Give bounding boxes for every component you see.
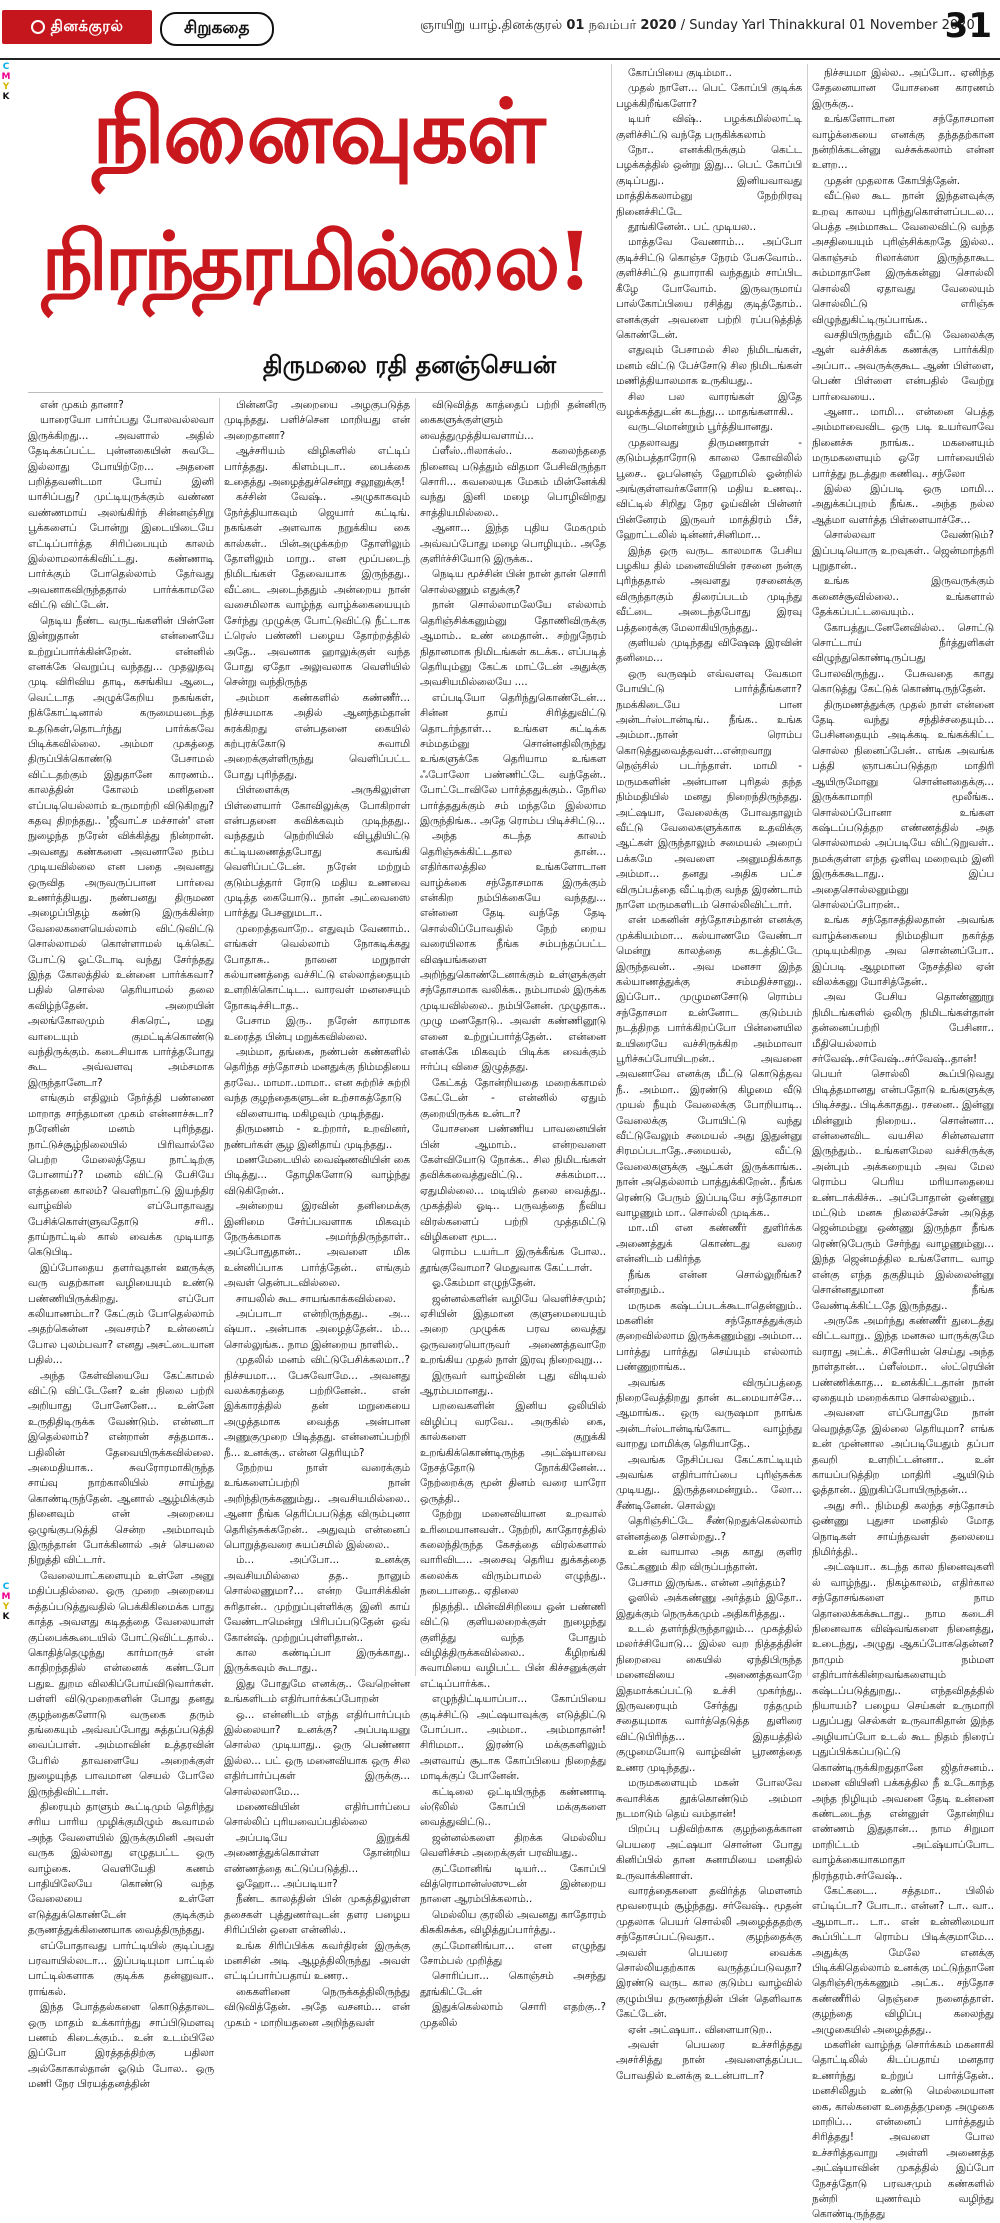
- dateline: [420, 18, 975, 34]
- paragraph: அந்த கேள்வியையே கேட்காமல் விட்டு விட்டேனே? உன் நிலை பற்றி அறியாது போனேனே... உன்னே உருதிதிடிருக்க வேண்டும். என்னடா இதெல்லாம்? என்றான் சத்தமாக.. பதிலின் தேவையிருக்கவில்லை. அமைதியாக.. சுவரோரமாகிருந்த சாய்வு நாற்காலியில் சாய்ந்து கொண்டிருந்தேன். ஆனால் ஆழ்மிக்கும் நினைவும் என் அறையை ஒழுங்குபடுத்தி சென்ற அம்மாவும் இருந்தான் போக்கினால் அச் செயலை நிறுத்தி விட்டார்.: [28, 1369, 214, 1567]
- paragraph: ஏன் அட்ஷயா.. விளையாடுற..: [628, 2023, 773, 2036]
- paragraph: மருமகளையும் மகன் போலவே சுவாசிக்க தூக்கொண்டும் அம்மா நடமாடும் தெய் வம்தான்!: [616, 1777, 802, 1820]
- section-label: சிறுகதை: [184, 18, 250, 38]
- text-column-3: [420, 398, 606, 2029]
- paragraph: ஒரு வருஷம் எவ்வளவு வேகமா போயிட்டு பார்த்தீங்களா? நமக்கிடையே பான அன்டர்ஸ்டான்டிங்.. நீங்க.. உங்க அம்மா..நான் ரொம்ப கொடுத்துவைத்தவள்...என்றவாறு நெஞ்சில் படர்ந்தாள். மாமி - மருமகளின் அன்பான புரிதல் தந்த நிம்மதியில் மனது நிறைந்திருந்தது. அட்ஷயா, வேலைக்கு போவதாலும் வீட்டு வேலைகளுக்காக உதவிக்கு ஆட்கள் இருந்தாலும் சமையல் அறைப் பக்கமே அவளை அனுமதிக்காத அம்மா... தனது அதிக பட்ச விருப்பத்தை வீட்டிற்கு வந்த இரண்டாம் நாளே மருமகளிடம் சொல்லிவிட்டார்.: [616, 667, 802, 911]
- title-divider: [28, 392, 603, 393]
- paragraph: ஜன்னல்களின் வழியே வெளிச்சமும்; ஏசியின் இதமான குளுமையையும் அறை முழுக்க பரவ வைத்து ஒருவரையொருவர் அணைத்தவாறே உறங்கிய முதல் நாள் இரவு நிறைவுறு...: [420, 1292, 606, 1367]
- paragraph: அம்மா, தங்கை, நண்பன் கண்களில் தெரிந்த சந்தோசம் மனதுக்கு நிம்மதியை தரவே.. மாமா..மாமா.. என சுற்றிச் சுற்றி வந்த குழந்தைகளுடன் உற்சாகத்தோடு: [224, 1046, 410, 1105]
- date-tamil-month: நவம்பர்: [588, 18, 637, 33]
- cmyk-c: C: [2, 1582, 10, 1592]
- paragraph: பின்னரே அறையை அழகுபடுத்த முடிந்தது. பளிச்சென மாறியது என் அறைதானா?: [224, 399, 410, 442]
- paragraph: எதுவும் பேசாமல் சில நிமிடங்கள், மனம் விட்டு பேச்சோடு சில நிமிடங்கள் மணித்தியாலமாக உருகியது..: [616, 344, 802, 388]
- paragraph: பேசாம இரு.. நரேன் காரமாக உரைத்த பின்பு மறுக்கவில்லை.: [224, 1015, 410, 1043]
- text-column-2: [224, 398, 410, 2029]
- paragraph: கச்சின் வேஷ்.. அழுகாகவும் நேர்த்தியாகவும் ஜெயார் கட்டிங். நகங்கள் அளவாக நறுக்கிய கை கால்கள்.. பின்அழுக்கற்ற தோளிலும் தோளிலும் மாறு.. என மூப்படைந் நிமிடங்கள் தேவையாக இருந்தது.. வீட்டை அடைந்ததும் அன்றைய நான் வசைமிலாக வாழ்ந்த வாழ்க்கையையும் சேர்ந்து முழுக்கு போட்டுவிட்டு நீட்டாக ட்ரெஸ் பண்ணி பழைய தோற்றத்தில் அதே.. அவனாக ஹாலுக்குள் வந்த போது ஏதோ அலுவலாக வெளியில் சென்று வந்திருந்த: [224, 491, 410, 689]
- paragraph: ஆச்சரியம் விழிகளில் எட்டிப் பார்த்தது. கிளம்புடா.. பைக்கை உதைத்து அழைத்துச்சென்று சலூனுக்கு!: [224, 445, 410, 489]
- paragraph: பிள்ளைக்கு அருகிலுள்ள பிள்ளையார் கோவிலுக்கு போகிறாள் என்பதனை கவிக்கவும் முடிந்தது.. வந்ததும் நெற்றியில் விபூதியிட்டு கட்டியணைத்தபோது கவங்கி வெளிப்பட்டேன். நரேன் மற்றும் குடும்பத்தார் ரோடு மதிய உணவை முடித்த கையோடு.. நான் அட்வைஸை பார்த்து பேசனுமடா..: [224, 784, 410, 920]
- paragraph: கேட்கத் தோன்றியதை மறைக்காமல் கேட்டேன் - என்னில் ஏதும் குறையிருக்க உன்டா?: [420, 1076, 606, 1120]
- paragraph: அம்மா கண்களில் கண்ணீர்... நிச்சயமாக அதில் ஆனந்தம்தான் சுரக்கிறது என்பதனை கையில் கற்புரக்கோடு சுவாமி அறைக்குள்ளிருந்து வெளிப்பட்ட போது புரிந்தது.: [224, 691, 410, 781]
- paragraph: இந்த போத்தல்களை கொடுத்தாலட ஒரு மாதம் உக்கார்ந்து சாப்பிடுமளவு பணம் கிடைக்கும்.. உன் உடம்பிலே இப்போ இரத்தத்திற்கு பதிலா அல்கோகால்தான் ஓடும் போல.. ஒரு மணி நேர பிரயத்தனத்தின்: [28, 2001, 214, 2091]
- paragraph: முதலில் மனம் விட்டுபேசிக்கலமா..? நிச்சயமா... பேசுவோமே... அவனது வலக்கரத்தை பற்றினேன்.. என் இக்காரத்தில் தன் மறுகையை அழுத்தமாக வைத்த அன்பான அணுகுமுறை பிடித்தது. என்னைப்பற்றி நீ... உனக்கு.. என்ன தெரியும்?: [224, 1354, 410, 1459]
- paragraph: மா..மி என கண்ணீர் துளிர்க்க அணைத்துக் கொண்டது வரை என்னிடம் பகிர்ந்த: [616, 1222, 802, 1266]
- paragraph: குட்மோனிங் டியர்... கோப்பி வித்ரொமான்ஸ்ஸுடன் இன்றைய நாளை ஆரம்பிக்கலாம்..: [420, 1862, 606, 1906]
- text-column-5: [812, 66, 994, 2221]
- paragraph: நான் சொல்லாமலேயே எல்லாம் தெரிஞ்சிக்கனும்னு தோணிவிருக்கு ஆமாம்.. உண் மைதான்.. சற்றுநேரம் நிதானமாக நிமிடங்கள் கடக்க.. எப்படித் தெரியும்னு கேட்க மாட்டேன் அதுக்கு அவசியமில்லையே ....: [420, 599, 606, 689]
- paragraph: எங்கும் எதிலும் நேர்த்தி பண்ணை மாறாத சாந்தமான முகம் என்னாச்சுடா? நரேனின் மனம் புரிந்தது. நாட்டுச்சூழ்நிலையில் பிரிவால்லே பெற்ற மேலைத்தேய நாட்டிற்கு போனாய்?? மனம் விட்டு பேசியே எத்தனை காலம்? வெளிநாட்டு இயந்திர வாழ்வில் எப்போதாவது பேசிக்கொள்ளுவதோடு சரி.. தாய்நாட்டில் கால் வைக்க முடியாத கெடுபிடி.: [28, 1092, 214, 1259]
- paragraph: என் மகனின் சந்தோசம்தான் எனக்கு முக்கியம்மா... கல்யாணமே வேண்டா மென்று காலத்தை கடத்திட்டே இருந்தவன்.. அவ மனசா இந்த கல்யாணத்துக்கு சம்மதிச்சானு.. இப்போ.. முழுமனசோடு ரொம்ப சந்தோசமா உன்னோட குடும்பம் நடத்திறத பார்க்கிறப்போ பின்னையில உயிரையே வச்சிருக்கிற அம்மாவா பூரிச்சுப்போயிடறன்.. அவனை அவனாவே எனக்கு மீட்டு கொடுத்தவ நீ.. அம்மா.. இரண்டு கிழமை வீடு முயல் நீயும் வேலைக்கு போறியாடி.. வேலைக்கு போயிட்டு வந்து வீட்டுவேலும் சமையல் அது இதுன்னு சிரமப்படாதே..சமையல், வீட்டு வேலைகளுக்கு ஆட்கள் இருக்காங்க.. நான் அதெல்லாம் பாத்துக்கிறேன்.. நீங்க ரெண்டு பேரும் இப்படியே சந்தோசமா வாழணும் மா.. சொல்லி முடிக்க..: [616, 914, 802, 1220]
- paragraph: அந்த கடந்த காலம் தெரிஞ்சுக்கிட்டதால தான்... எதிர்காலத்தில உங்களோடான வாழ்க்கை சந்தோசமாக இருக்கும் என்கிற நம்பிக்கையே வந்தது... என்னை தேடி வந்தே தேடி சொல்லிப்போவதில் நேற் றைய வரையிலாக நீங்க சம்பந்தப்பட்ட விஷயங்களை அறிந்துகொண்டேனாக்கும் உள்ளுக்குள் சந்தோசமாக வலிக்க.. நம்பாமல் இருக்க முடியவில்லை.. நம்பினேன். முழுதாக.. முழு மனதோடு.. அவள் கண்ணினூடு எனை உற்றுப்பார்த்தேன்.. என்னை எனக்கே மிகவும் பிடிக்க வைக்கும் ஈர்ப்பு விசை இழுத்தது.: [420, 830, 606, 1074]
- paragraph: நேற்றய நாள் வரைக்கும் உங்களைப்பற்றி நான் அறிந்திருக்கணும்து.. அவசியமில்லை.. ஆனா நீங்க தெரிப்பபடுத்த விரும்புனா தெரிஞ்சுக்கறேன்.. அதுவும் என்னைப் பொறுத்தவரை சுயப்சமில் இல்லை..: [224, 1462, 410, 1552]
- paragraph: முதலாவது திருமணநாள் - குடும்பத்தாரோடு காலை கோவிலில் பூசை.. ஓபனெஞ் ஹோமில் ஓன்றில் அங்குள்ளவர்களோடு மதிய உணவு.. விட்டில் சிறிது நேர ஓய்வின் பின்னர் பின்னேரம் இருவர் மாத்திரம் பீச், ஹோட்டலில் டின்னர்,சினிமா...: [616, 436, 802, 542]
- cmyk-k: K: [2, 1612, 10, 1622]
- story-title-block: [28, 66, 603, 386]
- paragraph: தெரிஞ்சிட்டே சீண்டுறதுக்கெல்லாம் என்னத்தை சொல்றது..?: [616, 1515, 802, 1543]
- column-divider: [807, 64, 808, 1676]
- paragraph: அவ பேசிய தொண்ணூறு நிமிடங்களில் ஒலிரு நிமிடங்கள்தான் தன்னைப்பற்றி பேசினா.. மீதியெல்லாம் சர்வேஷ்..சர்வேஷ்..சர்வேஷ்..தான்! பெயர் சொல்லி கூப்பிடுவது பிடித்தமானது என்பதோடு உங்களுக்கு பிடிச்சது.. பிடிக்காதது.. ரசனை.. இன்னு மின்னும் நிறைய.. சொன்னா... என்னைவிட வயசில சின்னவளா இருந்தும்.. உங்களமேல வச்சிருக்கு அன்பும் அக்கறையும் அவ மேல ரொம்ப பெரிய மரியாதையை உண்டாக்கிச்சு.. அப்போதான் ஒண்ணு மட்டும் மனசு நிலைச்சேன் அடுத்த ஜென்மம்னு ஒண்ணு இருந்தா நீங்க ரெண்டுபேரும் சேர்ந்து வாழணும்னு... இந்த ஜென்மத்தில உங்களோட வாழ என்கு எந்த தகுதியும் இல்லைன்னு சொன்னதுமான நீங்க வேண்டிக்கிட்டதே இருந்தது..: [812, 991, 994, 1312]
- paragraph: வேலையாட்களையும் உள்ளே அனு மதிப்பதில்லை. ஒரு முறை அறையை சுத்தப்படுத்துவதில் பெக்கிகிமைக்க பாது காத்த அவளது கடிதத்தை வேலையாள் குப்பைக்கூடையில் போட்டுவிட்டதால்.. கொதித்தெழுந்து கார்மாருச் என் காதிறந்ததில் என்னைக் கண்டபோ பதுஉ துறம விலகிப்போய்விடுவார்கள். பள்ளி விடுமுறைகளின் போது தனது குழந்தைகளோடு வருகை தரும் தங்கையும் அவ்வப்போது சுத்தப்படுத்தி வைப்பாள். அம்மாவின் உத்தரவின் பேரில் தாவளையே அறைக்குள் நுழையுந்த பாவமான செயல் போலே இருந்திவிட்டாள்.: [28, 1569, 214, 1798]
- paragraph: திரையும் தாளும் கூட்டிமும் தெரிந்து சரிய பாரிய முழிக்குமிழும் கூவாமல் அந்த வேளையில் இருக்குமினி அவள் வருக இல்லாது எழுதபட்ட ஒரு வாழ்கை. வெளியேதி கணம் பாதியிலேயே கொண்டு வந்த வேலையை உள்ளே எடுத்துக்கொண்டேன் குடிக்கும் தருணத்துக்கிணையாக வைத்திருந்தது.: [28, 1800, 214, 1937]
- paragraph: அப்படியே இறுக்கி அணைத்துக்கொள்ள தோன்றிய எண்ணத்தை கட்டுப்படுத்தி...: [224, 1831, 410, 1875]
- paragraph: இப்போதைய தளர்வுதான் ஊருக்கு வரு வதற்கான வழியையும் உண்டு பண்ணியிருக்கிறது. எப்போ கலியாணம்டா? கேட்கும் போதெல்லாம் அதற்கென்ன அவசரம்? உன்னைப் போல புலம்பவா? எனது அசட்டையான பதில்...: [28, 1261, 214, 1367]
- logo-text: தினக்குரல்: [50, 17, 124, 35]
- text-column-4: [616, 66, 802, 2082]
- paragraph: ஆனா.. மாமி... என்னை பெத்த அம்மாவைவிட ஒரு படி உயர்வாவே நினைச்சு நாங்க.. மகனையும் மருமகளையும் ஒரே பார்வையில் பார்த்து நடத்துற கணிவு.. சந்லோ: [812, 405, 994, 480]
- paragraph: உடல் தளர்ந்திருந்தாலும்... முகத்தில் மலர்ச்சியோடு... இல்ல வற நித்தத்தின் நிறைவை கையில் ஏந்திபிருந்த மனைவியை அணைத்தவாறே இதமாக்கப்பட்டு உச்சி முகர்ந்து.. இருவரையும் சேர்த்து ரத்தமும் சதையுமாக வார்த்தெடுத்த துளிரை விட்டுபிரிந்த... இதயத்தில் குழுமையோடு வாழ்வின் பூரணத்தை உணர முடிந்தது..: [616, 1623, 802, 1774]
- paragraph: கட்டிலை ஒட்டியிருந்த கண்ணாடி ஸ்டூலில் கோப்பி மக்குகளை வைத்துவிட்டு..: [420, 1785, 606, 1829]
- cmyk-k: K: [2, 92, 10, 102]
- date-tamil-year: 2020: [640, 18, 677, 33]
- paragraph: பறவைகளின் இனிய ஒலியில் விழிப்பு வரவே.. அருகில் கை, கால்களை குறுக்கி உறங்கிக்கொண்டிருந்த அட்ஷ்யாவை நேசத்தோடு நோக்கினேன்... நேற்றைக்கு மூன் தினம் வரை யாரோ ஒருத்தி..: [420, 1400, 606, 1505]
- paragraph: மணமேடையில் வைஷ்ணவியின் கை பிடித்து... தோழிகளோடு வாழ்ந்து விடுகிறேன்..: [224, 1153, 410, 1197]
- paragraph: இதுக்கெல்லாம் சொரி எதற்கு..? முதலில்: [420, 2001, 606, 2029]
- section-tag: [160, 12, 274, 46]
- paragraph: பேசாம இருங்க.. என்ன அர்த்தம்?: [628, 1576, 786, 1589]
- paragraph: உங்க இருவருக்கும் கனைச்சூவில்லை.. உங்களால் தேக்கப்பட்டவையும்..: [812, 575, 994, 619]
- date-english: / Sunday Yarl Thinakkural 01 November 2020: [680, 18, 975, 33]
- paragraph: வாரத்தைகளை தவிர்த்த மௌனம் மூவரையும் சூழ்ந்தது. சர்வேஷ்.. மூதன் முதலாக பெயர் சொல்லி அழைத்ததற்கு சந்தோசப்பட்டுவதா.. குழந்தைக்கு அவள் பெயரை வைக்க சொல்லியதற்காக வருத்தப்படுவதா? இரண்டு வருட கால குடும்ப வாழ்வில் குழும்பிய தருணந்தின் பின் தெளிவாக கேட்டேன்.: [616, 1884, 802, 2021]
- paragraph: முறைத்தவாறே.. எதுவும் வேணாம்.. எங்கள் வெல்லாம் நோகடிக்கது போதாசு.. நானை மறுநாள் கல்யாணத்தை வச்சிட்டு எல்லாத்தையும் உளறிக்கொட்டிட.. வாரவள் மனசையும் நோகடிச்சிடாத..: [224, 922, 410, 1012]
- paragraph: ஓஸில் அக்கண்ணு அர்த்தம் இதோ.. இதுக்கும் நெருக்கமும் அதிகரித்தது..: [616, 1592, 802, 1620]
- paragraph: பிறப்பு பதிவிற்காக குழந்தைக்கான பெயரை அட்ஷயா சொன்ன போது கினிப்பில் தான சுனாமியை மனதில் உருவாக்கினாள்.: [616, 1823, 802, 1882]
- paragraph: இது போதுமே எனக்கு.. வேறென்ன உங்களிடம் எதிர்பார்க்கப்போறன்: [224, 1677, 410, 1706]
- paragraph: உங்க சிரிப்பிக்க கவர்திரன் இருக்கு மனசின் அடி ஆழத்திலிருந்து அவள் எட்டிப்பார்ப்பதாய் உணர..: [224, 1939, 410, 1983]
- paragraph: ப்ளீஸ்..ரிலாக்ஸ்.. கலைந்ததை நினைவு படுத்தும் விதமா பேசிவிருந்தா சொரி... கவலையுக மேகம் மின்னேக்கி வந்து இனி மழை பொழிவிறது சாத்தியமில்லை..: [420, 445, 606, 519]
- paragraph: நோ.. எனக்கிருக்கும் கெட்ட பழக்கத்தில் ஒன்று இது... பெட் கோப்பி குடிப்பது.. இனியவாவது மாத்திக்கலாம்னு நேற்றிரவு நினைச்சிட்டே: [616, 144, 802, 218]
- paragraph: உங்க சந்தோசத்திலதான் அவங்க வாழ்க்கையை நிம்மதியா நகர்த்த முடியும்கிறத அவ சொன்னப்போ.. இப்படி ஆழமான நேசத்தில ஏன் விலக்கனு யோசித்தேன்..: [812, 914, 994, 988]
- story-title-line1: நினைவுகள்: [92, 79, 544, 183]
- paragraph: அவங்க நேசிப்பவ கேட்காட்டியும் அவங்க எதிர்பார்ப்பை புரிஞ்சுக்க முடியது.. இருத்தமைன்றும்.. லோ... சீண்டினேன். சொல்லு: [616, 1453, 802, 1512]
- date-tamil-prefix: ஞாயிறு யாழ்.தினக்குரல்: [420, 18, 563, 33]
- date-tamil-day: 01: [566, 18, 585, 33]
- paragraph: கால கண்டிப்பா இருக்காது.. இருக்கவும் கூடாது..: [224, 1646, 410, 1675]
- paragraph: யாரையோ பார்ப்பது போலவல்லவா இருக்கிறது... அவளால் அதில் தேடிக்கப்பட்ட புன்னகையின் சுவடே இல்லாது போயிற்றே... அதனை பறித்தவனிடமா போய் இனி யாசிப்பது? முட்டியுருக்கும் வண்ண வண்ணமாய் அலங்கிர்ந் சின்னஞ்சிறு பூக்களைப் போன்று இடையிடையே எட்டிப்பார்த்த சிரிப்பையும் காலம் இல்லாமலாக்கிவிட்டது. கண்ணாடி பார்க்கும் போதெல்லாம் தேர்வது அவனாகவிருந்ததால் பார்க்காமலே விட்டு விட்டேன்.: [28, 414, 214, 612]
- paragraph: சில பல வாரங்கள் இதே வழக்கத்துடன் கடந்து... மாதங்களாகி..: [616, 390, 802, 418]
- cmyk-mark-bottom: [0, 1582, 12, 1622]
- paragraph: ஒ... என்னிடம் எந்த எதிர்பார்ப்பும் இல்லையா? உனக்கு? அப்படியனு சொல்ல முடியாது.. ஒரு பெண்ணா இல்ல... பட் ஒரு மனைவியாக ஒரு சில எதிர்பார்ப்புகள் இருக்கு... சொல்லலாமே...: [224, 1708, 410, 1798]
- paragraph: நேற்று மனைவியான உறவால் உரிமையானவள்.. நேற்றி, காதோரத்தில் கலைந்திருந்த கேசத்தை விரல்களால் வாரிவிட... அசைவு தெரிய துக்கத்தை கலைக்க விரும்பாமல் எழுந்து.. நடைபாதை.. ஏதிலை: [420, 1508, 606, 1598]
- paragraph: குளியல் முடிந்தது விஷேஷ இரவின் தனிமை...: [616, 637, 802, 665]
- paragraph: டியர் விஷ்.. பழக்கமில்லாட்டி குளிச்சிட்டு வந்தே பருகிக்கலாம்: [616, 113, 802, 141]
- paragraph: அன்றைய இரவின் தனிமைக்கு இனிமை சேர்ப்பவளாக மிகவும் நேருக்கமாக அமர்ந்திருந்தாள்.. அப்போதுதான்.. அவளை மிக உன்னிப்பாக பார்த்தேன்.. எங்கும் அவள் தென்படவில்லை.: [224, 1200, 410, 1290]
- paragraph: எப்போதாவது பார்ட்டியில் குடிப்பது பரவாயில்லடா... இப்படியுமா பாட்டில் பாட்டில்களாக குடிக்க தன்னுவா.. ராங்கல்.: [28, 1939, 214, 1998]
- paragraph: கோபத்துடனேனேவில்ல.. சொட்டு சொட்டாய் நீர்த்துளிகள் விழுந்துகொண்டிருப்பது போலவிருந்து.. பேசுவதை காது கொடுத்து கேட்டுக் கொண்டிருந்தேன்.: [812, 621, 994, 696]
- paragraph: முதன் முதலாக கோபித்தேன்.: [824, 174, 960, 187]
- paragraph: குட்மோனிங்பா... என எழுந்து சோம்பல் முறித்து: [420, 1939, 606, 1968]
- column-divider: [611, 64, 612, 1676]
- author-byline: திருமலை ரதி தனஞ்செயன்: [263, 351, 557, 379]
- paragraph: அப்பாடா என்றிருந்தது.. அ... ஷ்யா.. அன்பாக அழைத்தேன்.. ம்... சொல்லுங்க.. நாம இன்றைய நாளில்..: [224, 1307, 410, 1351]
- paragraph: நீங்க என்ன சொல்லுறீங்க? என்றதும்..: [616, 1268, 802, 1297]
- paragraph: இல்ல இப்படி ஒரு மாமி... அதுக்கப்புறம் நீங்க.. அந்த நல்ல ஆத்மா வளர்த்த பிள்ளையாச்சே...: [812, 482, 994, 526]
- paragraph: நெடிய நீண்ட வருடங்களின் பின்னே இன்றுதான் என்னையே உற்றுப்பார்க்கின்றேன். என்னில் எனக்கே வெறுப்பு வந்தது... முதலுதவு முடி விரிவிய தாடி, கசங்கிய ஆடை, வெட்டாத அழுக்கேறிய நகங்கள், நிக்கோட்டினால் கருமையடைந்த உதடுகள்,தொடர்ந்து பார்க்கவே பிடிக்கவில்லை. அம்மா முகத்தை திருப்பிக்கொண்டு பேசாமல் விட்டதற்கும் இதுதானே காரணம்.. காலத்தின் கோலம் மனிதனை எப்படியெல்லாம் உருமாற்றி விடுகிறது? கதவு திறந்தது.. 'ஜீவாட்ச மச்சான்' என நுழைந்த நரேன் விக்கித்து நின்றான். அவனது கண்களை அவனாலே நம்ப முடியவில்லை என பதை அவனது ஒருவித அருவருப்பான பார்வை உணர்த்தியது. நண்பனது திருமண அழைப்பிதழ் கண்டு இருக்கின்ற வேலைகளையெல்லாம் விட்டுவிட்டு சொல்லாமல் கொள்ளாமல் டிக்கெட் போட்டு ஓட்டோடி வந்து சேர்ந்தது இந்த கோலத்தில் உன்னை பார்க்கவா? பதில் சொல்ல தெரியாமல் தலை கவிழ்ந்தேன். அறையின் அலங்கோலமும் சிகரெட், மது வாடையும் குமட்டிக்கொண்டு வந்திருக்கும். கடைசியாக பார்த்தபோது கூட அவ்வளவு அம்சமாக இருந்தானேடா?: [28, 614, 214, 1089]
- newspaper-logo[interactable]: [2, 10, 152, 44]
- paragraph: மகளின் வாழ்ந்த சொர்க்கம் மகனாகி தொட்டிலில் கிடப்பதாய் மனதார உணர்ந்து உற்றுப் பார்த்தேன்.. மனசிலிதும் உண்டு மெல்மையான கை, கால்களை உதைத்தமுதை அழுகை மாறிப்... என்னைப் பார்த்ததும் சிரித்தது! அவளை போல உச்சரித்தவாறு அள்ளி அணைத்த அட்ஷ்யாவின் முகத்தில் இப்போ நேசத்தோடு பரவசமும் கண்களில் நன்றி யுணர்வும் வழிந்து கொண்டிருந்தது: [812, 2039, 994, 2221]
- paragraph: ஆனா... இந்த புதிய மேகமும் அவ்வப்போது மழை பொழியும்.. அதே குளிர்ச்சியோடு இருக்க..: [420, 522, 606, 566]
- text-column-1: [28, 398, 214, 2091]
- paragraph: என் முகம் தானா?: [40, 399, 124, 411]
- paragraph: கோப்பியை குடிம்மா..: [628, 67, 732, 79]
- page-number: 31: [944, 6, 992, 46]
- paragraph: ஓ.கேம்மா எழுந்தேன்.: [432, 1277, 536, 1290]
- paragraph: மருமக கஷ்டப்படக்கூடாதென்னும்.. மகனின் சந்தோசத்துக்கும் குறைவில்லாம இருக்கணும்னு அம்மா... பார்த்து பார்த்து செய்யும் எல்லாம் பண்ணுறாங்க..: [616, 1299, 802, 1374]
- paragraph: அவங்க விருப்பத்தை நிறைவேத்திறது தான் கடமையாச்சே... ஆமாங்க.. ஒரு வருஷமா நாங்க அன்டர்ஸ்டான்டிங்கோட வாழ்ந்து வாறது மாமிக்கு தெரியாதே..: [616, 1376, 802, 1451]
- paragraph: வீட்டுல கூட நான் இந்தளவுக்கு உறவு காலய புரிந்துகொள்ளப்படல... பெத்த அம்மாகூட வேலைவிட்டு வந்த அசதியையும் புரிஞ்சிக்கறதே இல்ல.. கொஞ்சம் ரிலாக்ஸா இருந்தாகூட சும்மாதானே இருக்கன்னு சொல்லி சொல்லி ஏதாவது வேலையும் சொல்லிட்டு எரிஞ்சு விழுந்துகிட்டிருப்பாங்க..: [812, 190, 994, 326]
- paragraph: திருமணத்துக்கு முதல் நாள் என்னை தேடி வந்து சந்திச்சதையும்... பேசினதையும் அடிக்கடி உங்கக்கிட்ட சொல்ல நினைப்பேன்.. எங்க அவங்க பத்தி ஞாபகப்படுத்தற மாதிரி ஆயிருமோனு சொன்னதைக்கு... இருக்காமாறி மூலீங்க.. சொல்லப்போனா உங்கள கஷ்டப்படுத்தற எண்ணத்தில் அத சொல்லாமல் அப்படியே விட்டுறுவள்.. நமக்குள்ள எந்த ஒளிவு மறைவும் இனி இருக்ககூடாது.. இப்ப அதைசொல்லனும்னு சொல்லப்போறன்..: [812, 698, 994, 911]
- story-title-line2: நிரந்தரமில்லை!: [41, 214, 590, 308]
- paragraph: சாயலில் கூட சாயங்காக்கவில்லை.: [236, 1292, 396, 1305]
- paragraph: இருவர் வாழ்வின் புது விடியல் ஆரம்பமானது..: [420, 1369, 606, 1397]
- paragraph: எப்படியோ தெரிந்துகொண்டேன்... சின்ன தாய் சிரித்துவிட்டு தொடர்ந்தாள்... உங்கள கட்டிக்க சம்மதம்னு சொன்னதிலிருந்து உங்களுக்கே தெரியாம உங்கள ஃபோலோ பண்ணிட்டே வந்தேன்.. போட்டோவிலே பார்த்ததுக்கும்.. நேரில பார்த்ததுக்கும் சம் மந்தமே இல்லாம இருந்திங்க.. அதே ரொம்ப பிடிச்சிட்டு...: [420, 691, 606, 827]
- paragraph: ஓஹோ... அப்படியா?: [236, 1878, 338, 1890]
- cmyk-y: Y: [2, 1602, 10, 1612]
- cmyk-y: Y: [2, 82, 10, 92]
- cmyk-c: C: [2, 62, 10, 72]
- paragraph: அவள் பெயரை உச்சரித்தது அசர்சித்து நான் அவளைத்தப்பட போவதில் உனக்கு உடன்பாடா?: [616, 2039, 802, 2082]
- logo-emblem-icon: [31, 20, 45, 34]
- cmyk-m: M: [1, 1592, 11, 1602]
- paragraph: சொரிப்பா... கொஞ்சம் அசந்து தூங்கிட்டேன்: [420, 1970, 606, 1998]
- paragraph: அட்ஷயா.. கடந்த கால நினைவுகளி ல் வாழ்ந்து.. நிகழ்காலம், எதிர்கால சந்தோசங்களை நாம தொலைக்கக்கூடாது.. நாம கடைசி நினைவாக விஷ்வங்களை நினைத்து, உடைந்து, அழுது ஆகப்போகதென்ன? நாமும் நம்மள எதிர்பார்க்கின்றவங்களையும் கஷ்டப்படுத்துறது.. எந்தவிதத்தில் நியாயம்? பழைய செய்கள் உருமாறி பதுப்பது செல்கள் உருவாகிதான் இந்த அழியாப்போ உடல் கூட நிதம் நிரைப் புதுப்பிக்கப்படுட்டு கொண்டிருக்கிறதுதானே ஜிதர்சனம்.. மனை வியினி பக்கத்தில நீ உடேகாந்த அந்த நிழியும் அவனை தேடி உன்னை கண்டடைந்த என்னுள் தோன்றிய எண்ணம் இதுதான்... நாம சிறுமா மாறிட்டம் அட்ஷ்யாப்போட வாழ்க்கையாகமாதா நிரந்தரம்.சர்வேஷ்..: [812, 1561, 994, 1882]
- column-divider: [415, 398, 416, 1676]
- paragraph: மெல்லிய குரலில் அவனது காதோரம் கிசுகிசுக்க, விழித்துப்பார்த்து..: [420, 1908, 606, 1937]
- page-header: [0, 0, 1000, 60]
- cmyk-mark-top: [0, 62, 12, 102]
- paragraph: ரொம்ப டயர்டா இருக்கீங்க போல.. தூங்குவோமா? மெதுவாக கேட்டாள்.: [420, 1246, 606, 1274]
- paragraph: விளையாடி மகிழவும் முடிந்தது.: [236, 1107, 384, 1120]
- paragraph: மணைவியின் எதிர்பார்ப்பை சொல்லிப் புரியவைப்பதில்லை: [224, 1800, 410, 1829]
- paragraph: எழுந்திட்டியாப்பா... கோப்பியை குடிச்சிட்டு அட்ஷயாவுக்கு எடுத்திட்டு போப்பா.. அம்மா.. அம்மாதான்! சிரிமமா.. இரண்டு மக்குகளிலும் அளவாய் சூடாக கோப்பியை நிறைத்து மாடிக்குப் போனேன்.: [420, 1693, 606, 1783]
- paragraph: இந்த ஒரு வருட காலமாக பேசிய பழகிய தில் மனைவியின் ரசனை நன்கு புரிந்ததால் அவளது ரசனைக்கு விருந்தாகும் திரைப்படம் முடிந்து வீட்டை அடைந்தபோது இரவு பத்தரைக்கு மேலாகியிருந்தது..: [616, 544, 802, 634]
- paragraph: கேட்கடை.. சத்தமா.. பிலில் எப்டிப்டா? போடா.. என்ன? டா.. வா.. ஆமாடா.. டா.. என் உன்னிமையா கூப்பிட்டா ரொம்ப பிடிக்குமாமே... அதுக்கு மேலே எனக்கு பிடிக்கிதெல்லாம் உனக்கு மட்டுந்தானே தெரிஞ்சிருக்கணும் அட்க.. சந்தோச கண்ணீரில் நெஞ்சை நனைத்தாள். குழந்தை விழிப்பு கலைந்து அழுகையில் அழைத்தது..: [812, 1884, 994, 2036]
- paragraph: ஜன்னல்களை திறக்க மெல்லிய வெளிச்சம் அறைக்குள் பரவியது..: [420, 1831, 606, 1860]
- paragraph: உன் வாயால அத காது குளிர கேட்கணும் கிற விருப்பந்தான்.: [616, 1546, 802, 1574]
- paragraph: மாத்தவே வேணாம்... அப்போ குடிச்சிட்டு கொஞ்ச நேரம் பேசுவோம்.. குளிச்சிட்டு தயாராகி வந்ததும் சாப்பிட கீழே போவோம். இருவருமாய் பால்கோப்பியை ரசித்து குடித்தோம்.. எனக்குள் அவளை பற்றி ரப்படுத்தித் கொண்டேன்.: [616, 236, 802, 341]
- paragraph: தூங்கினேன்.. பட் முடியல..: [628, 221, 757, 234]
- paragraph: சொல்லவா வேண்டும்? இப்படியொரு உறவுகள்.. ஜென்மாந்தரி புறுதான்..: [812, 529, 994, 572]
- paragraph: முதல் நாளே... பெட் கோப்பி குடிக்க பழக்கிறீங்களோ?: [616, 82, 802, 110]
- paragraph: நிதந்தி.. மின்விசிறியை ஒன் பண்ணி விட்டு குளியலறைக்குள் நுழைந்து குளித்து வந்த போதும் விழித்திருக்கவில்லை.. கீழிறங்கி சுவாமியை வழிபட்ட பின் கிச்சனுக்குள் எட்டிப்பார்க்க..: [420, 1600, 606, 1690]
- paragraph: யோசனை பண்ணிய பாவனையின் பின் ஆமாம்.. என்றவளை கேள்வியோடு நோக்க.. சில நிமிடங்கள் தவிக்கவைத்துவிட்டு.. சக்கம்மா... ஏதுமில்லை... மடியில் தலை வைத்து.. முகத்தில் ஓடி.. பருவத்தை நீவிய விரல்களைப் பற்றி முத்தமிட்டு விழிகளை மூட..: [420, 1123, 606, 1243]
- paragraph: நெடிய மூச்சின் பின் நான் தான் சொரி சொல்லணும் எதுக்கு?: [420, 568, 606, 596]
- paragraph: விடுவித்த காத்தைப் பற்றி தன்னிரு கைகளுக்குள்ளும் வைத்துமுத்தியவளாய்...: [420, 399, 606, 442]
- paragraph: அருகே அமர்ந்து கண்ணீர் துடைத்து விட்டவாறு.. இந்த மனசுல யாருக்குமே வராது அட்க்.. சிசேரியன் செய்து அந்த நாள்தான்... ப்ளீஸ்மா.. ஸ்ட்ரெயின் பண்ணிக்காத... உனக்கிட்டதான் நான் ஏதையும் மறைக்காம சொல்லனும்..: [812, 1314, 994, 1404]
- column-divider: [219, 398, 220, 1676]
- paragraph: வசதியிருந்தும் வீட்டு வேலைக்கு ஆள் வச்சிக்க கணக்கு பார்க்கிற அப்பா.. அவருக்குகூட ஆண் பிள்ளை, பெண் பிள்ளை என்பதில் வேற்று பார்வையை..: [812, 328, 994, 403]
- paragraph: ம்... அப்போ... உனக்கு அவசியமில்லை தத.. நானும் சொல்லணுமா?... என்ற யோசிக்கின் சுரிதான்.. முற்றுப்புள்ளிக்கு இனி காய் வேண்டாமென்று பிரிபப்படுதேன் ஒவ் கோன்ஷ். முற்றுப்புள்ளிதான்..: [224, 1554, 410, 1644]
- paragraph: வருடமொன்றும் பூர்த்தியானது.: [628, 421, 774, 434]
- cmyk-m: M: [1, 72, 11, 82]
- paragraph: அவளை எப்போதுமே நான் வெறுத்ததே இல்லை தெரியுமா? எங்க உன் முன்னால அப்படியேதும் தப்பா தவறி உளறிட்டன்னா.. உன் காயப்படுத்திற மாதிரி ஆயிடும் ஓத்தான்.. இறுகிப்போயிருந்தன்...: [812, 1407, 994, 1497]
- paragraph: திருமணம் - உற்றார், உறவினர், நண்பர்கள் சூழ இனிதாய் முடிந்தது..: [224, 1123, 410, 1151]
- paragraph: நிச்சயமா இல்ல.. அப்போ.. ஏனிந்த சேதனையான யோசனை காரணம் இருக்கு..: [812, 67, 994, 110]
- paragraph: நீண்ட காலத்தின் பின் முகத்திலுள்ள தசைகள் புத்துணர்வுடன் தளர பழைய சிரிப்பின் ஒளை என்னில்..: [224, 1893, 410, 1937]
- paragraph: உங்களோடான சந்தோசமான வாழ்க்கையை எனக்கு தந்ததற்கான நன்றிக்கடன்னு வச்சுக்கலாம் என்ன உளற...: [812, 113, 994, 172]
- paragraph: அது சரி.. நிம்மதி கலந்த சந்தோசம் ஒண்ணு புதுசா மனதில் மோத நொடிகள் சாய்ந்தவள் தலையை நிமிர்த்தி..: [812, 1499, 994, 1558]
- paragraph: கைகளினை நெருக்கத்திலிருந்து விடுவித்தேன். அதே வசனம்... என் முகம் - மாறியதனை அறிந்தவள்: [224, 1985, 410, 2029]
